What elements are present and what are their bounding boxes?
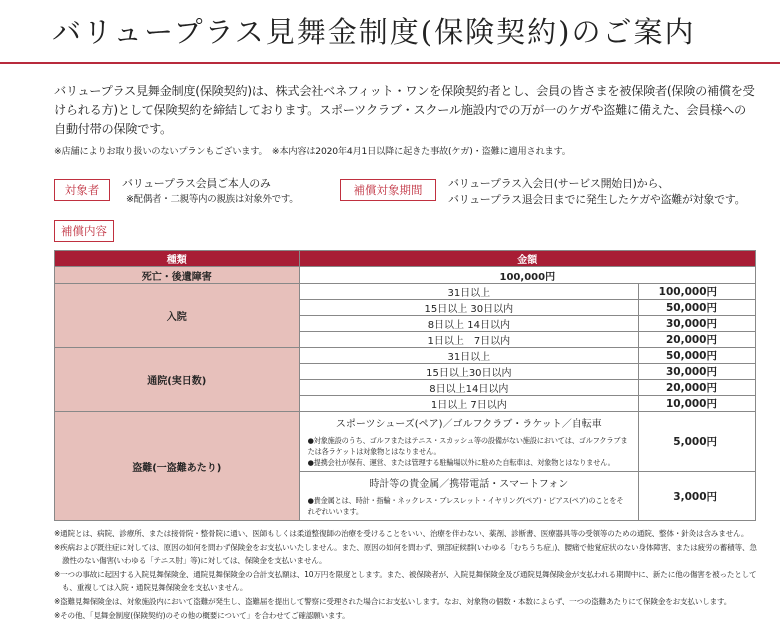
footnote: ※疾病および既往症に対しては、原因の如何を問わず保険金をお支払いいたしません。また、原因の如何を問わず、頸部症候群(いわゆる「むちうち症」)、腰痛で他覚症状のない身体障害、または疲労の蓄積等、急激性のない傷害(いわゆる「テニス肘」等)に対しては、保険金を支払いません。	[54, 543, 757, 565]
period-cell: 15日以上 30日以内	[299, 300, 638, 316]
theft-item-note: ●貴金属とは、時計・指輪・ネックレス・ブレスレット・イヤリング(ペア)・ピアス(ペア)のことをそれぞれいいます。	[307, 496, 624, 516]
table-row	[55, 284, 756, 300]
theft-item-heading: 時計等の貴金属／携帯電話・スマートフォン	[369, 479, 569, 490]
outpatient-label: 通院(実日数)	[55, 348, 300, 412]
top-note: ※店舗によりお取り扱いのないプランもございます。 ※本内容は2020年4月1日以降に起きた事故(ケガ)・盗難に適用されます。	[54, 146, 571, 157]
period-block	[340, 176, 745, 208]
death-label: 死亡・後遺障害	[55, 267, 300, 284]
amount-cell: 100,000円	[639, 284, 756, 300]
period-cell: 8日以上14日以内	[299, 380, 638, 396]
amount-cell: 30,000円	[639, 364, 756, 380]
footnote: ※一つの事故に起因する入院見舞保険金、通院見舞保険金の合計支払額は、10万円を限度とします。また、被保険者が、入院見舞保険金及び通院見舞保険金が支払われる期間中に、新たに他の傷害を被ったとしても、重複しては入院・通院見舞保険金を支払いません。	[54, 570, 757, 592]
target-label: 対象者	[54, 179, 110, 201]
amount-cell: 3,000円	[639, 472, 756, 521]
target-line1: バリュープラス会員ご本人のみ	[122, 177, 271, 190]
page-title: バリュープラス見舞金制度(保険契約)のご案内	[52, 15, 696, 49]
table-row	[55, 267, 756, 284]
table-row	[55, 412, 756, 472]
coverage-label: 補償内容	[54, 220, 114, 242]
period-desc	[448, 176, 745, 208]
table-header	[55, 251, 756, 267]
table-row	[55, 348, 756, 364]
amount-cell: 20,000円	[639, 332, 756, 348]
period-cell: 31日以上	[299, 348, 638, 364]
period-cell: 1日以上 7日以内	[299, 332, 638, 348]
theft-label: 盗難(一盗難あたり)	[55, 412, 300, 521]
intro-text: バリュープラス見舞金制度(保険契約)は、株式会社ベネフィット・ワンを保険契約者とし、会員の皆さまを被保険者(保険の補償を受けられる方)として保険契約を締結しております。スポーツクラブ・スクール施設内での万が一のケガや盗難に備えた、会員様への自動付帯の保険です。	[54, 84, 755, 136]
theft-item	[299, 412, 638, 472]
footnote: ※盗難見舞保険金は、対象施設内において盗難が発生し、盗難届を提出して警察に受理された場合にお支払いします。なお、対象物の個数・本数によらず、一つの盗難あたりにて保険金をお支払いします。	[54, 597, 732, 606]
period-line2: バリュープラス退会日までに発生したケガや盗難が対象です。	[448, 193, 746, 206]
theft-item-heading: スポーツシューズ(ペア)／ゴルフクラブ・ラケット／自転車	[335, 419, 602, 430]
amount-cell: 10,000円	[639, 396, 756, 412]
footnote: ※通院とは、病院、診療所、または接骨院・整骨院に通い、医師もしくは柔道整復師の治療を受けることをいい、治療を伴わない、薬剤、診断書、医療器具等の受領等のための通院、整体・針灸は含みません。	[54, 529, 749, 538]
amount-cell: 30,000円	[639, 316, 756, 332]
theft-item	[299, 472, 638, 521]
target-line2: ※配偶者・二親等内の親族は対象外です。	[126, 194, 299, 205]
theft-item-note: ●提携会社が保有、運営、または管理する駐輪場以外に駐めた自転車は、対象物とはなりません。	[307, 458, 615, 467]
period-cell: 15日以上30日以内	[299, 364, 638, 380]
info-row	[54, 176, 757, 208]
theft-item-note: ●対象施設のうち、ゴルフまたはテニス・スカッシュ等の設備がない施設においては、ゴルフクラブまたは各ラケットは対象物とはなりません。	[307, 436, 628, 456]
header-type: 種類	[55, 251, 300, 267]
target-block	[54, 176, 340, 208]
footnotes	[54, 527, 757, 622]
period-label: 補償対象期間	[340, 179, 436, 201]
death-amount: 100,000円	[299, 267, 755, 284]
amount-cell: 50,000円	[639, 300, 756, 316]
amount-cell: 20,000円	[639, 380, 756, 396]
coverage-table	[54, 250, 756, 521]
period-cell: 8日以上 14日以内	[299, 316, 638, 332]
content	[0, 64, 780, 633]
period-cell: 31日以上	[299, 284, 638, 300]
period-line1: バリュープラス入会日(サービス開始日)から、	[448, 177, 669, 190]
footnote: ※その他、「見舞金制度(保険契約)のその他の概要について」を合わせてご確認願います。	[54, 611, 350, 620]
amount-cell: 50,000円	[639, 348, 756, 364]
hospital-label: 入院	[55, 284, 300, 348]
amount-cell: 5,000円	[639, 412, 756, 472]
header-amount: 金額	[299, 251, 755, 267]
period-cell: 1日以上 7日以内	[299, 396, 638, 412]
target-desc	[122, 176, 299, 208]
